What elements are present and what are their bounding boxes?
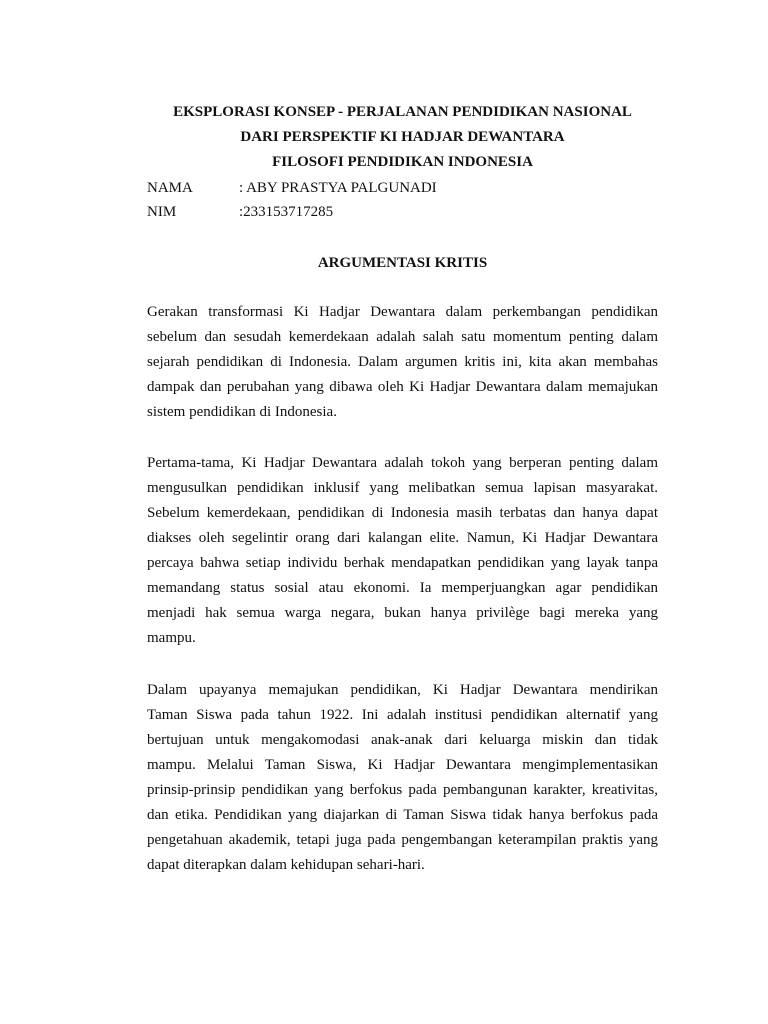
nim-label: NIM xyxy=(147,204,177,220)
paragraph-2-line: mengusulkan pendidikan inklusif yang melibatkan semua lapisan masyarakat. xyxy=(147,480,658,496)
paragraph-3-line: Dalam upayanya memajukan pendidikan, Ki Hadjar Dewantara mendirikan xyxy=(147,682,658,698)
paragraph-3-line: mampu. Melalui Taman Siswa, Ki Hadjar Dewantara mengimplementasikan xyxy=(147,757,658,773)
paragraph-1-line: sistem pendidikan di Indonesia. xyxy=(147,404,337,420)
paragraph-1-line: Gerakan transformasi Ki Hadjar Dewantara dalam perkembangan pendidikan xyxy=(147,304,658,320)
name-value: : ABY PRASTYA PALGUNADI xyxy=(239,180,437,196)
paragraph-3-line: Taman Siswa pada tahun 1922. Ini adalah institusi pendidikan alternatif yang xyxy=(147,707,658,723)
paragraph-2-line: mampu. xyxy=(147,630,196,646)
paragraph-2-line: percaya bahwa setiap individu berhak mendapatkan pendidikan yang layak tanpa xyxy=(147,555,658,571)
paragraph-3-line: dan etika. Pendidikan yang diajarkan di Taman Siswa tidak hanya berfokus pada xyxy=(147,807,658,823)
nim-value: :233153717285 xyxy=(239,204,334,220)
paragraph-3-line: pengetahuan akademik, tetapi juga pada pengembangan keterampilan praktis yang xyxy=(147,832,658,848)
paragraph-3-line: dapat diterapkan dalam kehidupan sehari-hari. xyxy=(147,857,425,873)
paragraph-2-line: diakses oleh segelintir orang dari kalangan elite. Namun, Ki Hadjar Dewantara xyxy=(147,530,658,546)
paragraph-3-line: prinsip-prinsip pendidikan yang berfokus pada pembangunan karakter, kreativitas, xyxy=(147,782,658,798)
paragraph-1-line: dampak dan perubahan yang dibawa oleh Ki Hadjar Dewantara dalam memajukan xyxy=(147,379,658,395)
paragraph-2-line: Sebelum kemerdekaan, pendidikan di Indonesia masih terbatas dan hanya dapat xyxy=(147,505,658,521)
document-title-line-2: DARI PERSPEKTIF KI HADJAR DEWANTARA xyxy=(240,129,565,145)
paragraph-1-line: sejarah pendidikan di Indonesia. Dalam argumen kritis ini, kita akan membahas xyxy=(147,354,658,370)
name-label: NAMA xyxy=(147,180,193,196)
paragraph-2-line: memandang status sosial atau ekonomi. Ia memperjuangkan agar pendidikan xyxy=(147,580,658,596)
document-title-line-1: EKSPLORASI KONSEP - PERJALANAN PENDIDIKAN NASIONAL xyxy=(173,104,632,120)
paragraph-3-line: bertujuan untuk mengakomodasi anak-anak dari keluarga miskin dan tidak xyxy=(147,732,658,748)
document-title-line-3: FILOSOFI PENDIDIKAN INDONESIA xyxy=(272,154,533,170)
section-heading: ARGUMENTASI KRITIS xyxy=(317,255,488,271)
paragraph-1-line: sebelum dan sesudah kemerdekaan adalah salah satu momentum penting dalam xyxy=(147,329,658,345)
paragraph-2-line: menjadi hak semua warga negara, bukan hanya privilège bagi mereka yang xyxy=(147,605,658,621)
paragraph-2-line: Pertama-tama, Ki Hadjar Dewantara adalah tokoh yang berperan penting dalam xyxy=(147,455,658,471)
